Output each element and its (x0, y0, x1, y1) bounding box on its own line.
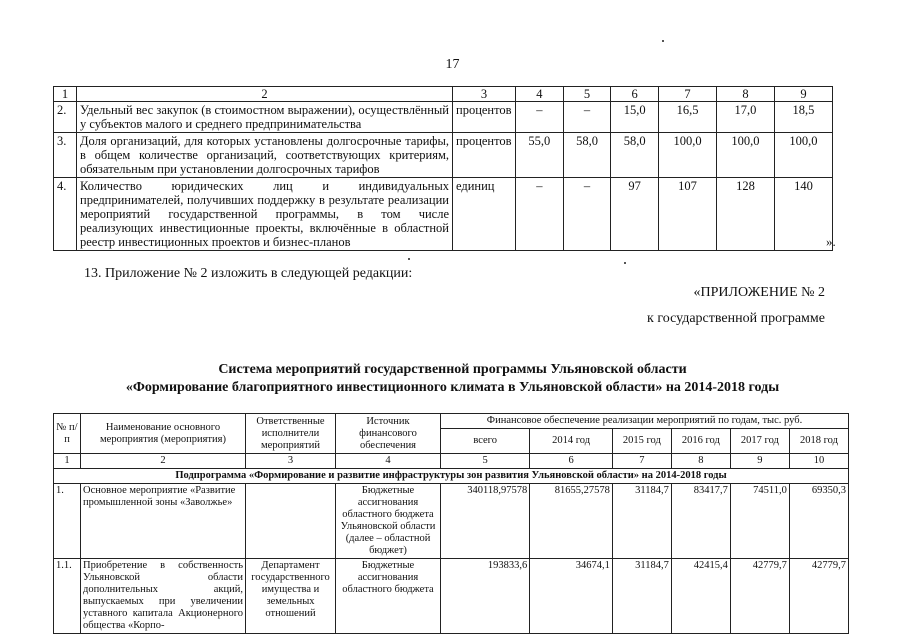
value-cell: 18,5 (774, 102, 832, 133)
col-number: 9 (774, 87, 832, 102)
header-year: 2014 год (530, 429, 613, 454)
table-header-row (54, 87, 833, 102)
value-cell: 42415,4 (671, 559, 730, 634)
subprogram-row (54, 469, 849, 484)
value-cell: 100,0 (774, 133, 832, 178)
col-number: 4 (516, 87, 564, 102)
header-name: Наименование основного мероприятия (мероприятия) (81, 414, 246, 454)
unit: процентов (453, 102, 516, 133)
value-cell: 69350,3 (789, 484, 848, 559)
value-cell: 15,0 (611, 102, 659, 133)
header-source: Источник финансового обеспечения (336, 414, 441, 454)
col-number: 6 (611, 87, 659, 102)
col-number: 6 (530, 454, 613, 469)
measure-name: Приобретение в собственность Ульяновской области дополнительных акций, выпускаемых при увеличении уставного капитала Акционерного общества «Корпо- (81, 559, 246, 634)
column-numbers-row (54, 454, 849, 469)
value-cell: 97 (611, 178, 659, 251)
header-year: всего (441, 429, 530, 454)
col-number: 10 (789, 454, 848, 469)
value-cell: 58,0 (563, 133, 611, 178)
header-number: № п/п (54, 414, 81, 454)
value-cell: 31184,7 (612, 559, 671, 634)
header-year: 2016 год (671, 429, 730, 454)
col-number: 7 (612, 454, 671, 469)
value-cell: 83417,7 (671, 484, 730, 559)
header-year: 2017 год (730, 429, 789, 454)
scan-speck (662, 40, 664, 42)
value-cell: 34674,1 (530, 559, 613, 634)
table-header-row (54, 414, 849, 429)
indicator-name: Количество юридических лиц и индивидуальных предпринимателей, получивших поддержку в результате реализации мероприятий государственной программы, в том числе реализующих инвестиционные проекты, включённые в областной реестр инвестиционных проектов и бизнес-планов (77, 178, 453, 251)
table-row (54, 559, 849, 634)
page-number: 17 (445, 57, 460, 72)
scan-speck (408, 258, 410, 260)
subprogram-title: Подпрограмма «Формирование и развитие инфраструктуры зон развития Ульяновской области» на 2014-2018 годы (54, 469, 849, 484)
col-number: 8 (671, 454, 730, 469)
indicators-table (53, 86, 833, 251)
col-number: 3 (453, 87, 516, 102)
value-cell: – (516, 178, 564, 251)
value-cell: 340118,97578 (441, 484, 530, 559)
value-cell: 81655,27578 (530, 484, 613, 559)
value-cell: 100,0 (717, 133, 775, 178)
value-cell: – (563, 102, 611, 133)
funding-source: Бюджетные ассигнования областного бюджета (336, 559, 441, 634)
indicator-name: Удельный вес закупок (в стоимостном выражении), осуществлённый у субъектов малого и среднего предпринимательства (77, 102, 453, 133)
document-title-line2: «Формирование благоприятного инвестиционного климата в Ульяновской области» на 2014-2018 годы (125, 380, 780, 395)
header-year: 2015 год (612, 429, 671, 454)
value-cell: 42779,7 (789, 559, 848, 634)
document-title-line1: Система мероприятий государственной программы Ульяновской области (218, 362, 687, 377)
col-number: 3 (246, 454, 336, 469)
value-cell: 17,0 (717, 102, 775, 133)
row-number: 1.1. (54, 559, 81, 634)
value-cell: – (516, 102, 564, 133)
header-executors: Ответственные исполнители мероприятий (246, 414, 336, 454)
col-number: 9 (730, 454, 789, 469)
col-number: 1 (54, 87, 77, 102)
value-cell: 100,0 (659, 133, 717, 178)
header-financing: Финансовое обеспечение реализации мероприятий по годам, тыс. руб. (441, 414, 849, 429)
header-year: 2018 год (789, 429, 848, 454)
col-number: 5 (441, 454, 530, 469)
funding-source: Бюджетные ассигнования областного бюджета Ульяновской области (далее – областной бюджет) (336, 484, 441, 559)
value-cell: 74511,0 (730, 484, 789, 559)
scan-speck (624, 262, 626, 264)
table-row (54, 133, 833, 178)
executor (246, 484, 336, 559)
value-cell: 140 (774, 178, 832, 251)
unit: процентов (453, 133, 516, 178)
col-number: 1 (54, 454, 81, 469)
closing-quote: ». (826, 234, 836, 249)
col-number: 5 (563, 87, 611, 102)
row-number: 3. (54, 133, 77, 178)
row-number: 4. (54, 178, 77, 251)
table-row (54, 484, 849, 559)
value-cell: 128 (717, 178, 775, 251)
table-row (54, 102, 833, 133)
col-number: 4 (336, 454, 441, 469)
row-number: 1. (54, 484, 81, 559)
row-number: 2. (54, 102, 77, 133)
appendix-title: «ПРИЛОЖЕНИЕ № 2 (693, 285, 825, 300)
col-number: 2 (81, 454, 246, 469)
value-cell: 31184,7 (612, 484, 671, 559)
value-cell: 55,0 (516, 133, 564, 178)
col-number: 8 (717, 87, 775, 102)
appendix-subtitle: к государственной программе (647, 311, 825, 326)
measures-table (53, 413, 849, 634)
value-cell: 16,5 (659, 102, 717, 133)
value-cell: 107 (659, 178, 717, 251)
unit: единиц (453, 178, 516, 251)
col-number: 7 (659, 87, 717, 102)
measure-name: Основное мероприятие «Развитие промышленной зоны «Заволжье» (81, 484, 246, 559)
value-cell: – (563, 178, 611, 251)
col-number: 2 (77, 87, 453, 102)
executor: Департамент государственного имущества и земельных отношений (246, 559, 336, 634)
value-cell: 58,0 (611, 133, 659, 178)
paragraph-13: 13. Приложение № 2 изложить в следующей редакции: (84, 266, 413, 281)
table-row (54, 178, 833, 251)
value-cell: 193833,6 (441, 559, 530, 634)
value-cell: 42779,7 (730, 559, 789, 634)
indicator-name: Доля организаций, для которых установлены долгосрочные тарифы, в общем количестве организаций, соответствующих критериям, обязательным при установлении долгосрочных тарифов (77, 133, 453, 178)
